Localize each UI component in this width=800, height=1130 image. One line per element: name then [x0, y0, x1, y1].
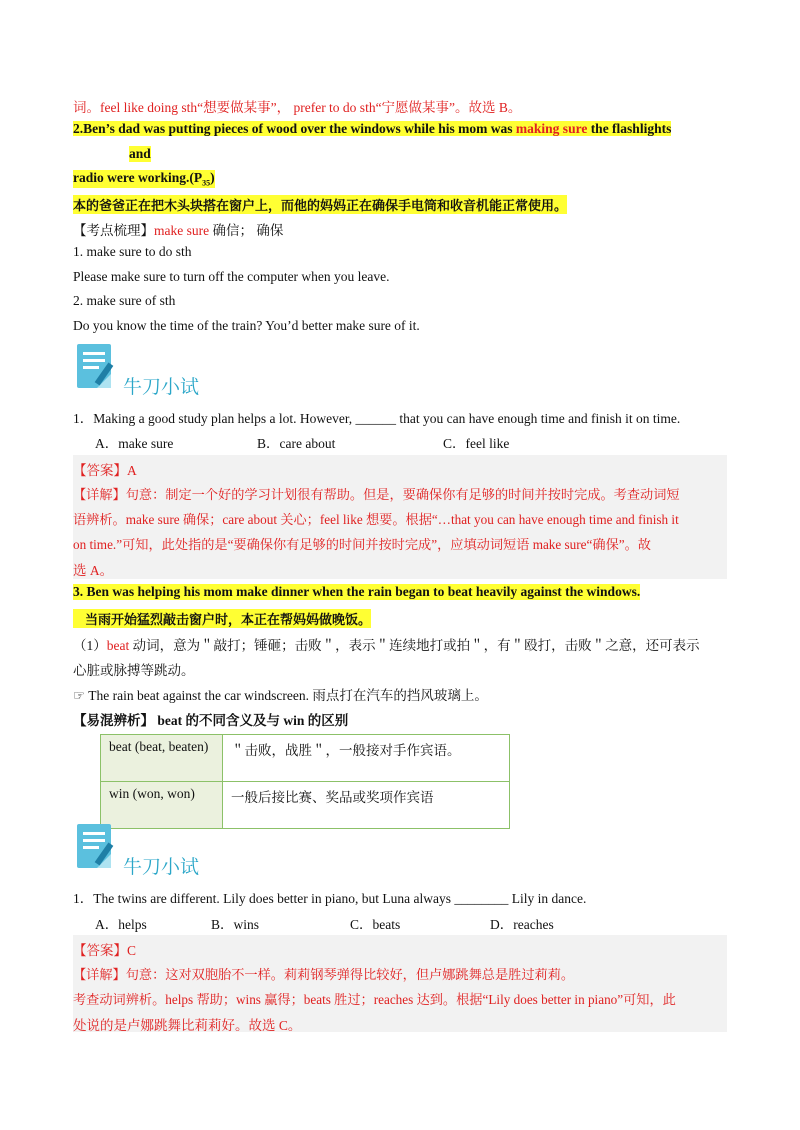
key-point-label: 【考点梳理】 [73, 223, 154, 238]
confusion-heading: 【易混辨析】 beat 的不同含义及与 win 的区别 [73, 713, 349, 728]
usage-1-example: Please make sure to turn off the computer when you leave. [73, 269, 390, 284]
beat-term: beat [106, 638, 130, 653]
table-cell-value: 一般后接比赛、奖品或奖项作宾语 [223, 782, 510, 829]
sentence-2-part-d: ) [210, 170, 215, 185]
key-point [73, 219, 283, 239]
beat-number: （1） [73, 638, 107, 653]
beat-example [73, 684, 488, 704]
exercise-1-option-b: B．care about [257, 436, 336, 451]
note-pencil-icon [75, 342, 119, 392]
beat-meaning: 动词，意为＂敲打；锤砸；击败＂，表示＂连续地打或拍＂，有＂殴打，击败＂之意，还可表示 [129, 638, 700, 653]
beat-example-text: The rain beat against the car windscreen. 雨点打在汽车的挡风玻璃上。 [85, 688, 488, 703]
key-point-term: make sure [154, 223, 210, 238]
table-cell-key: win (won, won) [101, 782, 223, 829]
beat-explanation-2: 心脏或脉搏等跳动。 [73, 663, 195, 678]
exercise-2-question: 1．The twins are different. Lily does better in piano, but Luna always ________ Lily in dance. [73, 891, 587, 906]
sentence-3-translation: 当雨开始猛烈敲击窗户时，本正在帮妈妈做晚饭。 [73, 609, 371, 628]
sentence-2-line2 [73, 170, 215, 188]
exercise-2-option-b: B．wins [211, 917, 260, 932]
usage-1: 1. make sure to do sth [73, 244, 192, 259]
exercise-2-option-c: C．beats [350, 917, 401, 932]
table-row [101, 782, 510, 829]
exercise-2-detail-2: 考查动词辨析。helps 帮助；wins 赢得；beats 胜过；reaches 达到。根据“Lily does better in piano”可知，此 [73, 992, 676, 1007]
exercise-1-detail-1: 【详解】句意：制定一个好的学习计划很有帮助。但是，要确保你有足够的时间并按时完成。考查动词短 [73, 487, 680, 502]
page-ref: 35 [202, 178, 211, 188]
sentence-2-translation: 本的爸爸正在把木头块搭在窗户上，而他的妈妈正在确保手电筒和收音机能正常使用。 [73, 195, 567, 214]
exercise-2-detail-1: 【详解】句意：这对双胞胎不一样。莉莉钢琴弹得比较好，但卢娜跳舞总是胜过莉莉。 [73, 967, 575, 982]
sentence-2-part-c: radio were working.(P [73, 170, 203, 185]
exercise-2-detail-3: 处说的是卢娜跳舞比莉莉好。故选 C。 [73, 1018, 302, 1033]
continuation-line: 词。feel like doing sth“想要做某事”， prefer to do sth“宁愿做某事”。故选 B。 [73, 100, 522, 115]
exercise-1-detail-3: on time.”可知，此处指的是“要确保你有足够的时间并按时完成”，应填动词短语 make sure“确保”。故 [73, 537, 651, 552]
exercise-2-option-a: A．helps [95, 917, 147, 932]
exercise-1-question: 1．Making a good study plan helps a lot. However, ______ that you can have enough time and finish it on time. [73, 411, 681, 426]
exercise-1-detail-4: 选 A。 [73, 563, 114, 578]
usage-2: 2. make sure of sth [73, 293, 176, 308]
exercise-2-option-d: D．reaches [490, 917, 554, 932]
table-row [101, 735, 510, 782]
sentence-2-line1 [73, 121, 671, 137]
beat-explanation-1 [73, 634, 700, 654]
exercise-1-answer: 【答案】A [73, 463, 137, 478]
sentence-2-and: and [129, 146, 151, 161]
exercise-1-option-a: A．make sure [95, 436, 174, 451]
key-point-meaning: 确信； 确保 [209, 223, 284, 238]
table-cell-value: ＂击败，战胜＂，一般接对手作宾语。 [223, 735, 510, 782]
sentence-2-part-a: 2.Ben’s dad was putting pieces of wood over the windows while his mom was [73, 121, 513, 136]
sentence-3: 3. Ben was helping his mom make dinner when the rain began to beat heavily against the windows. [73, 584, 641, 599]
pointing-hand-icon: ☞ [73, 688, 86, 703]
sentence-2-part-b: the flashlights [590, 121, 672, 136]
note-pencil-icon [75, 822, 119, 872]
usage-2-example: Do you know the time of the train? You’d better make sure of it. [73, 318, 420, 333]
exercise-1-detail-2: 语辨析。make sure 确保；care about 关心；feel like 想要。根据“…that you can have enough time and finish it [73, 512, 679, 527]
table-cell-key: beat (beat, beaten) [101, 735, 223, 782]
comparison-table [100, 734, 510, 829]
exercise-2-answer: 【答案】C [73, 943, 137, 958]
section-title: 牛刀小试 [123, 856, 200, 878]
exercise-1-option-c: C．feel like [443, 436, 510, 451]
section-title: 牛刀小试 [123, 376, 200, 398]
sentence-2-highlight: making sure [515, 121, 588, 136]
